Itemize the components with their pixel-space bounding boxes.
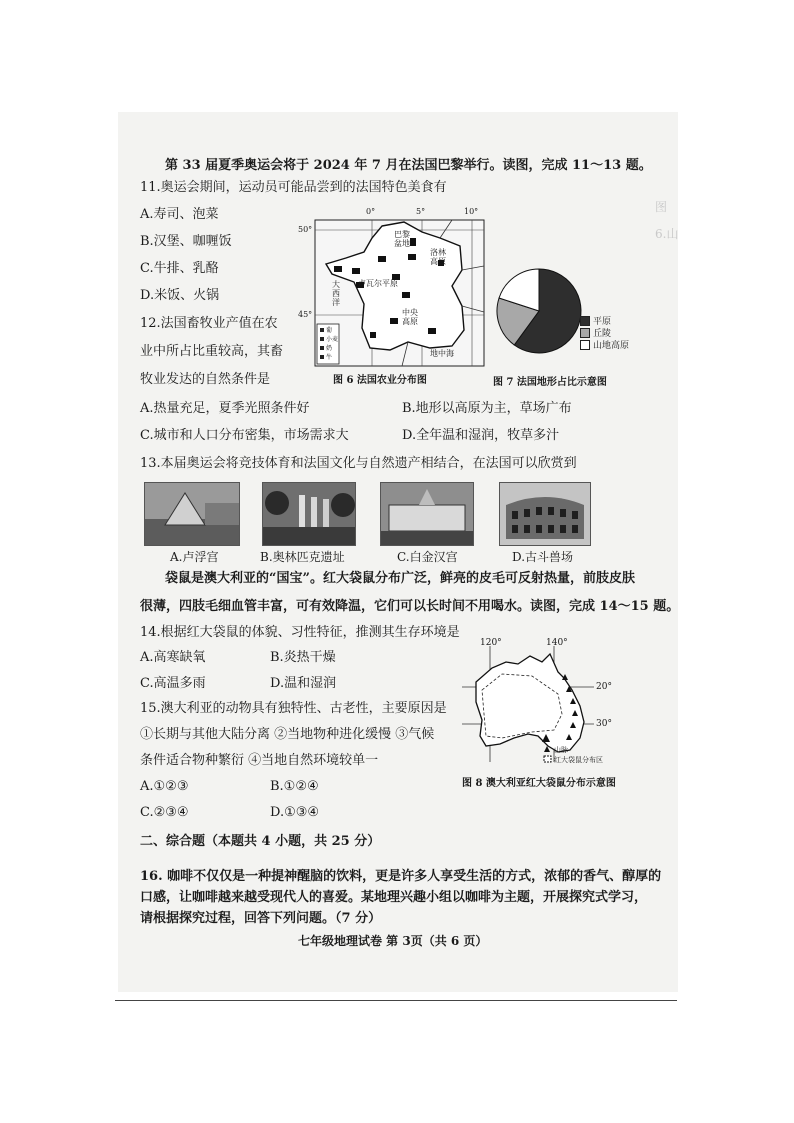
legend-item: 葡 [326, 327, 333, 334]
pie-legend [580, 314, 640, 354]
q13-option: C.白金汉宫 [397, 550, 458, 564]
lat-label: 45° [298, 310, 313, 319]
q13-option: A.卢浮宫 [170, 550, 219, 564]
place-label-mediterranean: 地中海 [430, 349, 454, 358]
q15-option: D.①③④ [270, 805, 320, 820]
legend-swatch-plain [580, 316, 590, 326]
q16-text: 口感，让咖啡越来越受现代人的喜爱。某地理兴趣小组以咖啡为主题，开展探究式学习， [140, 890, 648, 905]
q14-stem: 14.根据红大袋鼠的体貌、习性特征，推测其生存环境是 [140, 625, 460, 640]
q11-option: C.牛排、乳酪 [140, 261, 219, 276]
legend-swatch-plateau [580, 340, 590, 350]
lon-label: 140° [546, 638, 568, 648]
q11-option: D.米饭、火锅 [140, 288, 220, 303]
place-label-loire: 卢瓦尔平原 [358, 279, 398, 288]
legend-item: 小麦 [326, 336, 339, 343]
q15-option: C.②③④ [140, 805, 189, 820]
place-label-atlantic: 大西洋 [332, 280, 340, 307]
q13-option: B.奥林匹克遗址 [260, 550, 345, 564]
q13-stem: 13.本届奥运会将竞技体育和法国文化与自然遗产相结合，在法国可以欣赏到 [140, 456, 577, 471]
pie-legend-item [580, 338, 629, 351]
lat-label: 20° [596, 682, 612, 692]
lon-label: 10° [464, 207, 479, 216]
pie-svg [494, 266, 584, 356]
legend-item: 牛 [326, 354, 333, 361]
photo-olympia-ruins [262, 482, 356, 546]
place-label-lorraine: 洛林高原 [430, 248, 446, 266]
q15-stem: 15.澳大利亚的动物具有独特性、古老性，主要原因是 [140, 701, 447, 716]
q11-stem: 11.奥运会期间，运动员可能品尝到的法国特色美食有 [140, 180, 447, 195]
legend-range-symbol [544, 756, 551, 762]
legend-swatch-hill [580, 328, 590, 338]
bleed-through-mark: 6.山 [655, 227, 679, 241]
photo-buckingham-palace [380, 482, 474, 546]
q12-option: B.地形以高原为主，草场广布 [402, 401, 572, 416]
q11-option: A.寿司、泡菜 [140, 207, 219, 222]
q14-option: A.高寒缺氧 [140, 650, 206, 665]
photo-louvre [144, 482, 240, 546]
q12-stem: 牧业发达的自然条件是 [140, 372, 271, 387]
q12-stem: 12.法国畜牧业产值在农 [140, 316, 278, 331]
figure-8-map [462, 638, 632, 767]
lon-label: 5° [416, 207, 426, 216]
lat-label: 30° [596, 719, 612, 729]
q15-option: A.①②③ [140, 779, 189, 794]
q15-statements: 条件适合物种繁衍 ④当地自然环境较单一 [140, 753, 379, 768]
legend-label: 丘陵 [593, 329, 612, 339]
legend-label: 平原 [593, 317, 612, 327]
q13-option: D.古斗兽场 [512, 550, 574, 564]
q14-option: C.高温多雨 [140, 676, 206, 691]
intro-kangaroo: 袋鼠是澳大利亚的“国宝”。红大袋鼠分布广泛，鲜亮的皮毛可反射热量，前肢皮肤 [165, 571, 635, 586]
place-label-massif-central: 中央高原 [402, 308, 418, 326]
figure-6-map [298, 207, 487, 368]
intro-kangaroo: 很薄，四肢毛细血管丰富，可有效降温，它们可以长时间不用喝水。读图，完成 14～15 题。 [140, 599, 680, 614]
page-footer: 七年级地理试卷 第 3页（共 6 页） [298, 934, 488, 948]
q15-statements: ①长期与其他大陆分离 ②当地物种进化缓慢 ③气候 [140, 727, 435, 742]
bleed-through-mark: 图 [655, 200, 668, 214]
q14-option: D.温和湿润 [270, 676, 337, 691]
intro-olympics: 第 33 届夏季奥运会将于 2024 年 7 月在法国巴黎举行。读图，完成 11～13 题。 [165, 158, 652, 173]
figure-6-caption: 图 6 法国农业分布图 [333, 375, 427, 386]
q14-option: B.炎热干燥 [270, 650, 336, 665]
q11-option: B.汉堡、咖喱饭 [140, 234, 232, 249]
q15-option: B.①②④ [270, 779, 319, 794]
q16-text: 请根据探究过程，回答下列问题。（7 分） [140, 911, 382, 926]
q12-stem: 业中所占比重较高，其畜 [140, 344, 284, 359]
lat-label: 50° [298, 225, 313, 234]
lon-label: 0° [366, 207, 376, 216]
figure-7-caption: 图 7 法国地形占比示意图 [493, 377, 607, 388]
photo-colosseum [499, 482, 591, 546]
q12-option: C.城市和人口分布密集，市场需求大 [140, 428, 349, 443]
australia-map-svg [462, 642, 632, 767]
legend-item: 奶 [326, 345, 333, 352]
lon-label: 120° [480, 638, 502, 648]
q12-option: A.热量充足，夏季光照条件好 [140, 401, 310, 416]
section-heading: 二、综合题（本题共 4 小题，共 25 分） [140, 834, 381, 849]
place-label-paris-basin: 巴黎盆地 [394, 230, 410, 248]
figure-7-pie-chart [494, 266, 584, 356]
legend-label: 山地高原 [593, 341, 630, 351]
figure-8-caption: 图 8 澳大利亚红大袋鼠分布示意图 [462, 778, 616, 789]
legend-label: 山脉 [554, 746, 568, 754]
bottom-rule [115, 1000, 677, 1001]
legend-label: 红大袋鼠分布区 [554, 756, 603, 764]
q16-text: 16. 咖啡不仅仅是一种提神醒脑的饮料，更是许多人享受生活的方式，浓郁的香气、醇厚的 [140, 869, 662, 884]
q12-option: D.全年温和湿润，牧草多汁 [402, 428, 560, 443]
